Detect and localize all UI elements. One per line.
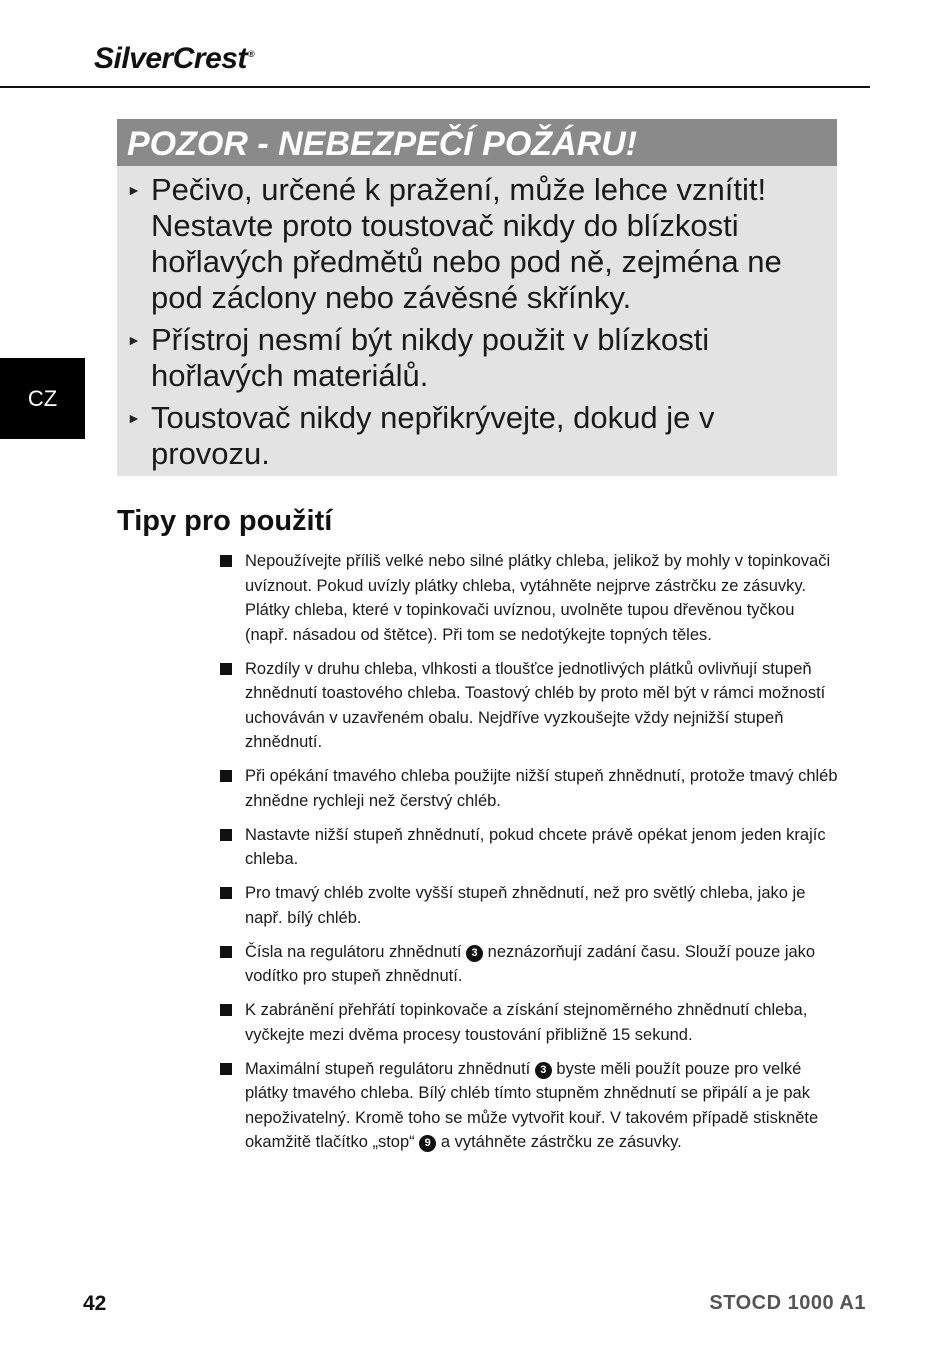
tip-item: Nastavte nižší stupeň zhnědnutí, pokud chcete právě opékat jenom jeden krajíc chleba. — [219, 823, 841, 872]
arrow-bullet-icon: ► — [127, 182, 141, 198]
tip-item: Rozdíly v druhu chleba, vlhkosti a tloušťce jednotlivých plátků ovlivňují stupeň zhnědnutí toastového chleba. Toastový chléb by proto měl být v rámci možností uchováván v uzavřeném obalu. Nejdříve vyzkoušejte vždy nejnižší stupeň zhnědnutí. — [219, 657, 841, 755]
fire-warning-box — [117, 119, 837, 476]
tip-item: K zabránění přehřátí topinkovače a získání stejnoměrného zhnědnutí chleba, vyčkejte mezi dvěma procesy toustování přibližně 15 sekund. — [219, 998, 841, 1047]
part-number-badge: 9 — [419, 1135, 436, 1152]
square-bullet-icon — [220, 1004, 232, 1016]
square-bullet-icon — [220, 555, 232, 567]
warning-item: ► Přístroj nesmí být nikdy použit v blízkosti hořlavých materiálů. — [127, 322, 710, 393]
warning-list — [117, 166, 837, 472]
square-bullet-icon — [220, 663, 232, 675]
tip-item: Pro tmavý chléb zvolte vyšší stupeň zhnědnutí, než pro světlý chleba, jako je např. bílý chléb. — [219, 881, 841, 930]
part-number-badge: 3 — [535, 1062, 552, 1079]
header-divider — [0, 86, 870, 88]
page-number: 42 — [83, 1292, 107, 1315]
warning-item: ► Toustovač nikdy nepřikrývejte, dokud je v provozu. — [127, 400, 715, 471]
square-bullet-icon — [220, 1063, 232, 1075]
language-tab: CZ — [0, 358, 85, 439]
tip-item: Nepoužívejte příliš velké nebo silné plátky chleba, jelikož by mohly v topinkovači uvíznout. Pokud uvízly plátky chleba, vytáhněte nejprve zástrčku ze zásuvky. Plátky chleba, které v topinkovači uvíznou, uvolněte tupou dřevěnou tyčkou (např. násadou od štětce). Při tom se nedotýkejte topných těles. — [219, 549, 841, 647]
square-bullet-icon — [220, 829, 232, 841]
part-number-badge: 3 — [466, 945, 483, 962]
square-bullet-icon — [220, 887, 232, 899]
tip-item: Čísla na regulátoru zhnědnutí 3 neznázorňují zadání času. Slouží pouze jako vodítko pro stupeň zhnědnutí. — [219, 940, 841, 989]
brand-logo: SilverCrest® — [94, 42, 255, 75]
warning-item: ► Pečivo, určené k pražení, může lehce vznítit! Nestavte proto toustovač nikdy do blízkosti hořlavých předmětů nebo pod ně, zejména ne pod záclony nebo závěsné skřínky. — [127, 172, 782, 315]
warning-title: POZOR - NEBEZPEČÍ POŽÁRU! — [117, 119, 837, 166]
arrow-bullet-icon: ► — [127, 410, 141, 426]
tips-list — [219, 549, 841, 1164]
square-bullet-icon — [220, 770, 232, 782]
arrow-bullet-icon: ► — [127, 332, 141, 348]
tip-item: Maximální stupeň regulátoru zhnědnutí 3 byste měli použít pouze pro velké plátky tmavého chleba. Bílý chléb tímto stupněm zhnědnutí se připálí a je pak nepoživatelný. Kromě toho se může vytvořit kouř. V takovém případě stiskněte okamžitě tlačítko „stop“ 9 a vytáhněte zástrčku ze zásuvky. — [219, 1057, 841, 1155]
model-number: STOCD 1000 A1 — [709, 1292, 866, 1314]
tip-item: Při opékání tmavého chleba použijte nižší stupeň zhnědnutí, protože tmavý chléb zhnědne rychleji než čerstvý chléb. — [219, 764, 841, 813]
section-title: Tipy pro použití — [117, 505, 333, 537]
square-bullet-icon — [220, 946, 232, 958]
